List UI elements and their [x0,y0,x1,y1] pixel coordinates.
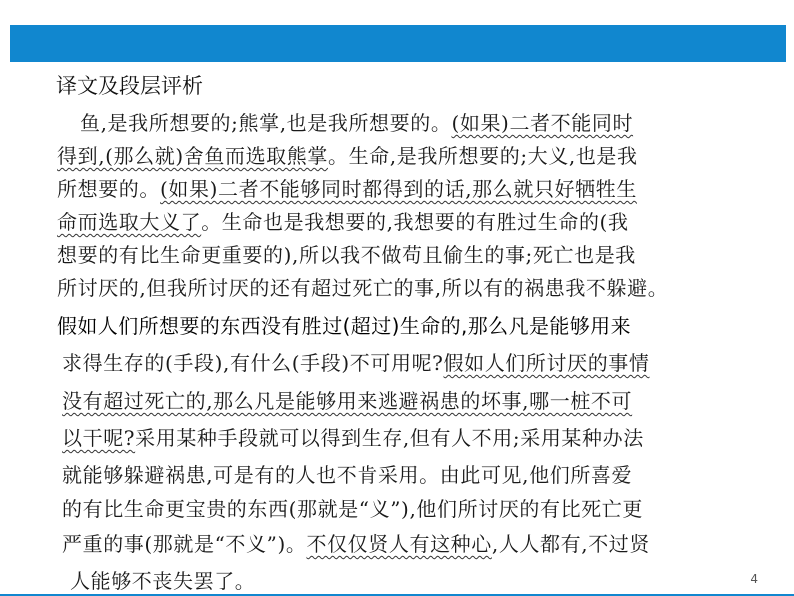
text-segment: 鱼,是我所想要的;熊掌,也是我所想要的。 [80,111,452,135]
underlined-phrase: (如果)二者不能够同时都得到的话,那么就只好牺牲生 [160,177,637,201]
text-line [80,109,633,137]
underlined-phrase: 以干呢? [62,426,136,450]
text-segment: (超过)生命的,那么凡是能够用来 [342,314,631,338]
underlined-phrase: 得到,(那么就)舍鱼而选取熊掌 [57,144,328,168]
text-segment: 假如人们所想要的东西没有胜过 [57,314,343,338]
underlined-phrase: 命而选取大义了 [57,210,202,234]
text-line [57,274,668,302]
text-segment: 求得生存的(手段),有什么(手段)不可用呢? [62,351,444,375]
underlined-phrase: (如果)二者不能同时 [451,111,634,135]
text-line [57,142,638,170]
text-segment: 严重的事(那就是“不义”)。 [62,532,307,556]
text-line [62,495,643,523]
text-segment: 想要的有比生命更重要的),所以我不做苟且偷生的事;死亡也是我 [57,243,636,267]
text-line [62,349,650,377]
section-heading: 译文及段层评析 [56,74,203,98]
text-line [62,387,632,415]
header-bar [10,25,786,62]
page-number: 4 [750,572,758,586]
text-segment: 就能够躲避祸患,可是有的人也不肯采用。由此可见,他们所喜爱 [62,463,633,487]
underlined-phrase: 不仅仅贤人有这种心 [306,532,492,556]
text-line [62,424,644,452]
text-segment: ,人人都有,不过贤 [491,532,650,556]
text-segment: 。生命也是我想要的,我想要的有胜过生命的(我 [201,210,629,234]
text-line [62,461,632,489]
underlined-phrase: 没有超过死亡的,那么凡是能够用来逃避祸患的坏事,哪一桩不可 [62,389,633,413]
text-segment: 所讨厌的,但我所讨厌的还有超过死亡的事,所以有的祸患我不躲避。 [57,276,669,300]
text-line [70,567,255,595]
text-segment: 的有比生命更宝贵的东西(那就是“义”),他们所讨厌的有比死亡更 [62,497,644,521]
text-segment: 人能够不丧失罢了。 [70,569,256,593]
text-segment: 采用某种手段就可以得到生存,但有人不用;采用某种办法 [135,426,644,450]
underlined-phrase: 假如人们所讨厌的事情 [443,351,650,375]
text-segment: 。生命,是我所想要的;大义,也是我 [327,144,638,168]
text-line [57,208,629,236]
text-segment: 所想要的。 [57,177,160,201]
text-line [57,312,631,340]
text-line [62,530,650,558]
text-line [57,175,637,203]
text-line [57,241,636,269]
